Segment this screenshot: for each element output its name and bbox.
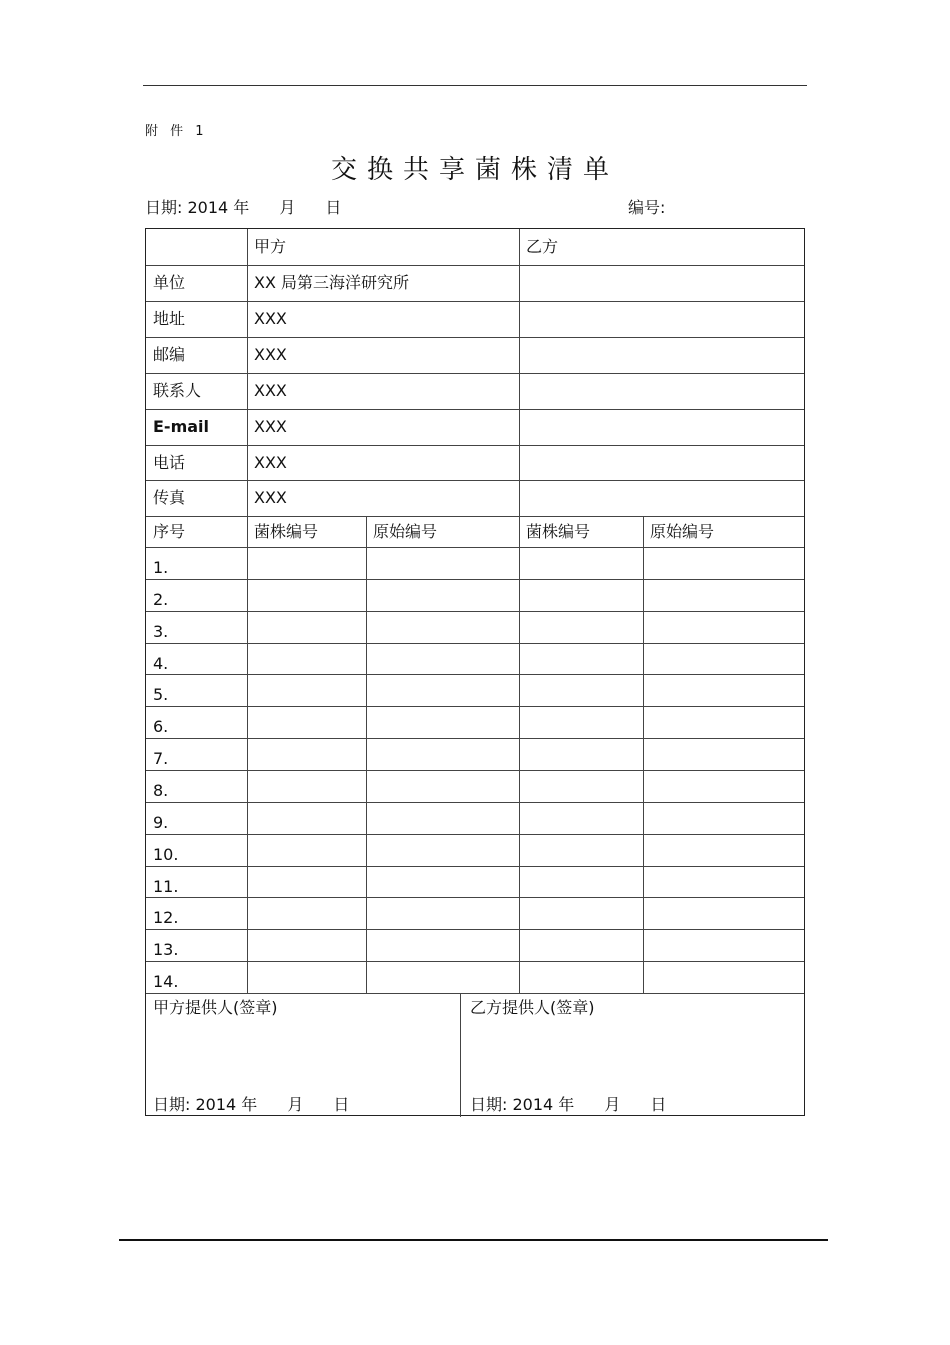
strain-entry-cell[interactable]: [519, 547, 643, 579]
info-row-label: 联系人: [153, 380, 202, 400]
strain-entry-cell[interactable]: [366, 961, 519, 993]
table-gridline: [146, 866, 804, 867]
table-gridline: [146, 993, 804, 994]
table-gridline: [247, 516, 248, 993]
info-row-party-b-value[interactable]: [519, 337, 526, 373]
strain-entry-cell[interactable]: [366, 866, 519, 898]
info-row-party-b-value[interactable]: [519, 373, 526, 409]
row-index: 2.: [153, 589, 169, 609]
col-header-index: 序号: [153, 522, 186, 541]
info-row-party-a-value[interactable]: XXX: [254, 380, 287, 400]
row-index: 6.: [153, 717, 169, 737]
info-row-label: 邮编: [153, 344, 186, 364]
col-header-a-original-id: 原始编号: [373, 522, 438, 541]
strain-entry-cell[interactable]: [643, 929, 806, 961]
strain-entry-cell[interactable]: [366, 674, 519, 706]
table-gridline: [146, 337, 804, 338]
strain-entry-cell[interactable]: [643, 961, 806, 993]
strain-entry-cell[interactable]: [519, 579, 643, 611]
strain-entry-cell[interactable]: [366, 643, 519, 675]
table-gridline: [146, 445, 804, 446]
row-index: 11.: [153, 876, 179, 896]
info-row-party-a-value[interactable]: XXX: [254, 344, 287, 364]
table-gridline: [146, 579, 804, 580]
table-gridline: [146, 516, 804, 517]
table-gridline: [146, 770, 804, 771]
strain-entry-cell[interactable]: [366, 929, 519, 961]
strain-entry-cell[interactable]: [643, 579, 806, 611]
header-rule: [143, 85, 807, 86]
date-label: 日期:: [145, 198, 183, 217]
table-gridline: [146, 265, 804, 266]
strain-entry-cell[interactable]: [247, 706, 366, 738]
strain-exchange-form: [145, 228, 805, 1116]
row-index: 3.: [153, 621, 169, 641]
sign-date-month: 月: [287, 1095, 304, 1114]
strain-entry-cell[interactable]: [247, 929, 366, 961]
col-header-b-strain-id: 菌株编号: [526, 522, 591, 541]
strain-entry-cell[interactable]: [643, 770, 806, 802]
strain-entry-cell[interactable]: [366, 802, 519, 834]
party-b-provider-label: 乙方提供人(签章): [470, 998, 595, 1017]
strain-entry-cell[interactable]: [366, 897, 519, 929]
row-index: 13.: [153, 940, 179, 960]
strain-entry-cell[interactable]: [247, 579, 366, 611]
strain-entry-cell[interactable]: [519, 643, 643, 675]
strain-entry-cell[interactable]: [643, 897, 806, 929]
strain-entry-cell[interactable]: [519, 802, 643, 834]
row-index: 9.: [153, 812, 169, 832]
table-gridline: [146, 611, 804, 612]
sign-date-day: 日: [333, 1095, 350, 1114]
table-gridline: [146, 929, 804, 930]
strain-entry-cell[interactable]: [643, 834, 806, 866]
signature-divider: [460, 993, 461, 1117]
strain-entry-cell[interactable]: [247, 834, 366, 866]
strain-entry-cell[interactable]: [366, 579, 519, 611]
table-gridline: [146, 897, 804, 898]
row-index: 14.: [153, 972, 179, 992]
table-gridline: [643, 516, 644, 993]
strain-entry-cell[interactable]: [643, 643, 806, 675]
date-year: 2014 年: [187, 198, 250, 217]
info-row-label: 单位: [153, 273, 186, 292]
info-row-party-b-value[interactable]: [519, 445, 526, 481]
party-a-provider-label: 甲方提供人(签章): [153, 998, 278, 1017]
strain-entry-cell[interactable]: [366, 738, 519, 770]
strain-entry-cell[interactable]: [366, 547, 519, 579]
info-row-party-a-value[interactable]: XXX: [254, 488, 287, 508]
table-gridline: [146, 802, 804, 803]
strain-entry-cell[interactable]: [643, 611, 806, 643]
date-line: [145, 195, 341, 218]
sign-date-year: 2014 年: [512, 1095, 575, 1114]
row-index: 8.: [153, 780, 169, 800]
sign-date-label: 日期:: [153, 1095, 191, 1114]
sign-date-month: 月: [604, 1095, 621, 1114]
strain-entry-cell[interactable]: [519, 834, 643, 866]
info-row-label: 地址: [153, 308, 186, 328]
date-month: 月: [279, 198, 296, 217]
party-a-header: 甲方: [254, 237, 287, 256]
strain-entry-cell[interactable]: [643, 674, 806, 706]
row-index: 1.: [153, 558, 169, 577]
table-gridline: [146, 706, 804, 707]
strain-entry-cell[interactable]: [519, 611, 643, 643]
table-gridline: [146, 738, 804, 739]
strain-entry-cell[interactable]: [247, 770, 366, 802]
sign-date-year: 2014 年: [195, 1095, 258, 1114]
info-row-party-a-value[interactable]: XXX: [254, 416, 287, 436]
attachment-label: 附 件 1: [145, 124, 208, 139]
info-row-label: 电话: [153, 452, 186, 472]
sign-date-day: 日: [650, 1095, 667, 1114]
strain-entry-cell[interactable]: [247, 547, 366, 579]
strain-entry-cell[interactable]: [519, 866, 643, 898]
row-index: 5.: [153, 685, 169, 705]
strain-entry-cell[interactable]: [519, 674, 643, 706]
strain-entry-cell[interactable]: [247, 802, 366, 834]
strain-entry-cell[interactable]: [519, 961, 643, 993]
row-index: 12.: [153, 908, 179, 928]
strain-entry-cell[interactable]: [247, 643, 366, 675]
strain-entry-cell[interactable]: [247, 897, 366, 929]
strain-entry-cell[interactable]: [519, 770, 643, 802]
serial-number-label: 编号:: [628, 198, 666, 217]
strain-entry-cell[interactable]: [247, 674, 366, 706]
info-row-party-a-value[interactable]: XX 局第三海洋研究所: [254, 273, 410, 292]
party-b-sign-date: [463, 1093, 666, 1117]
table-gridline: [146, 834, 804, 835]
table-gridline: [146, 674, 804, 675]
table-gridline: [247, 229, 248, 516]
info-row-party-b-value[interactable]: [519, 301, 526, 337]
row-index: 4.: [153, 653, 169, 673]
table-gridline: [146, 643, 804, 644]
table-gridline: [146, 409, 804, 410]
table-gridline: [146, 301, 804, 302]
party-b-header: 乙方: [526, 237, 559, 256]
strain-entry-cell[interactable]: [519, 738, 643, 770]
info-row-label: 传真: [153, 488, 186, 508]
info-row-party-b-value[interactable]: [519, 480, 526, 516]
party-a-sign-date: [146, 1093, 349, 1117]
strain-entry-cell[interactable]: [247, 961, 366, 993]
table-gridline: [519, 516, 520, 993]
strain-entry-cell[interactable]: [366, 611, 519, 643]
table-gridline: [146, 961, 804, 962]
strain-entry-cell[interactable]: [519, 929, 643, 961]
table-gridline: [146, 480, 804, 481]
strain-entry-cell[interactable]: [643, 738, 806, 770]
strain-entry-cell[interactable]: [519, 706, 643, 738]
col-header-b-original-id: 原始编号: [650, 522, 715, 541]
table-gridline: [146, 373, 804, 374]
info-row-party-a-value[interactable]: XXX: [254, 308, 287, 328]
row-index: 10.: [153, 844, 179, 864]
info-row-party-b-value[interactable]: [519, 409, 526, 445]
strain-entry-cell[interactable]: [643, 802, 806, 834]
table-gridline: [366, 516, 367, 993]
col-header-a-strain-id: 菌株编号: [254, 522, 319, 541]
info-row-party-b-value[interactable]: [519, 265, 526, 301]
strain-entry-cell[interactable]: [643, 547, 806, 579]
info-row-party-a-value[interactable]: XXX: [254, 452, 287, 472]
info-row-label: E-mail: [153, 416, 210, 436]
sign-date-label: 日期:: [470, 1095, 508, 1114]
strain-entry-cell[interactable]: [247, 738, 366, 770]
strain-entry-cell[interactable]: [366, 770, 519, 802]
strain-entry-cell[interactable]: [643, 866, 806, 898]
row-index: 7.: [153, 749, 169, 769]
strain-entry-cell[interactable]: [643, 706, 806, 738]
table-gridline: [146, 547, 804, 548]
strain-entry-cell[interactable]: [247, 611, 366, 643]
table-gridline: [519, 229, 520, 516]
footer-rule: [119, 1239, 828, 1241]
strain-entry-cell[interactable]: [366, 834, 519, 866]
strain-entry-cell[interactable]: [519, 897, 643, 929]
strain-entry-cell[interactable]: [247, 866, 366, 898]
strain-entry-cell[interactable]: [366, 706, 519, 738]
date-day: 日: [325, 198, 342, 217]
page-title: 交换共享菌株清单: [330, 155, 619, 185]
